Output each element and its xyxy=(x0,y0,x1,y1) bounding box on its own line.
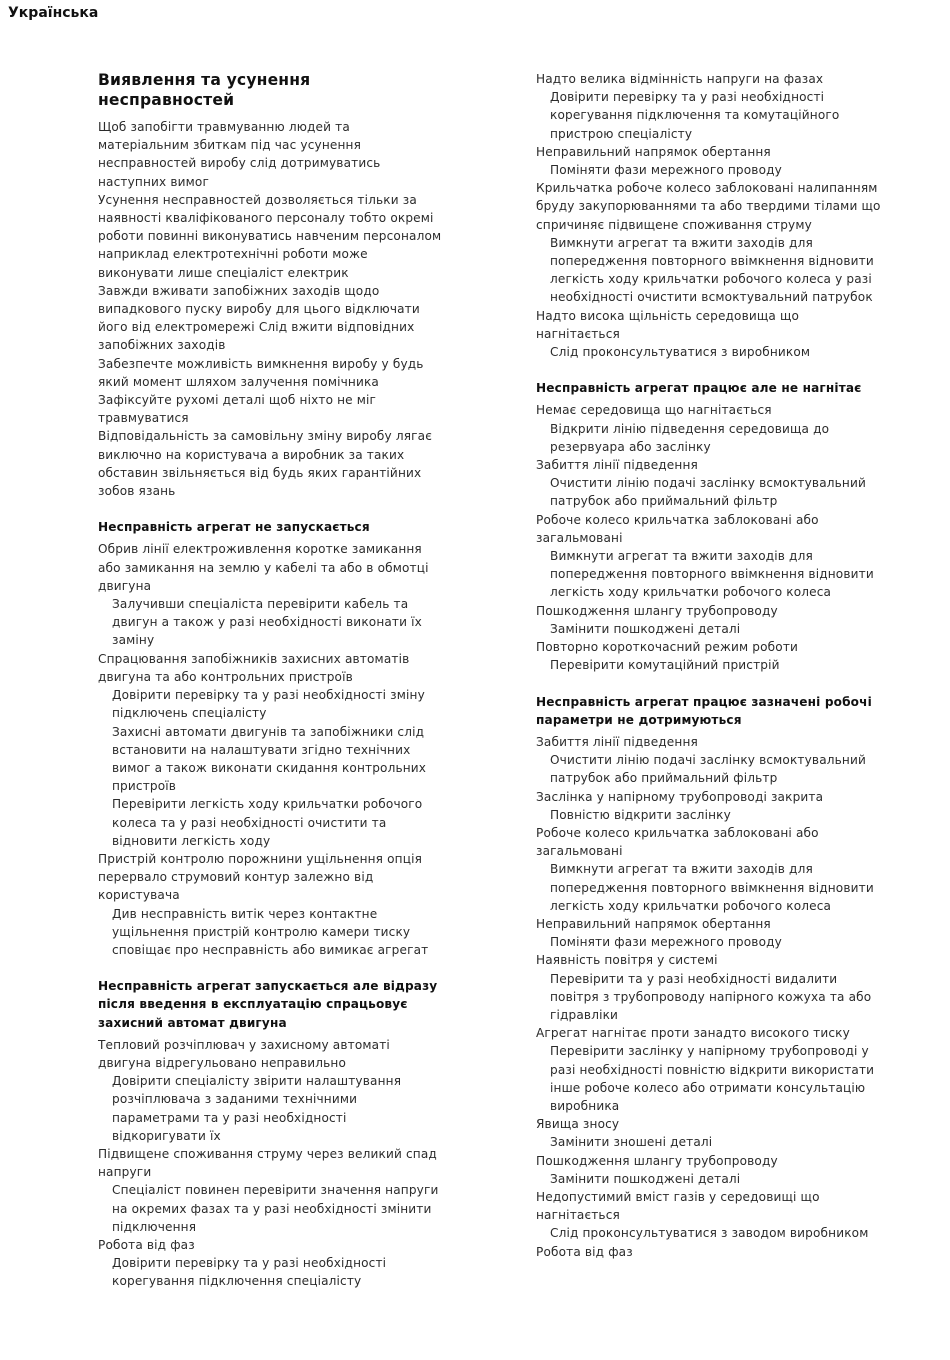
fault-heading: Несправність агрегат не запускається xyxy=(98,520,370,535)
remedy-text: Очистити лінію подачі заслінку всмоктувальний патрубок або приймальний фільтр xyxy=(550,753,867,786)
remedy-text: Залучивши спеціаліста перевірити кабель та двигун а також у разі необхідності виконати їх заміну xyxy=(112,597,422,648)
cause-text: Надто велика відмінність напруги на фазах xyxy=(536,72,824,86)
cause-text: Спрацювання запобіжників захисних автоматів двигуна та або контрольних пристроїв xyxy=(98,651,410,684)
remedy-text: Захисні автомати двигунів та запобіжники слід встановити на налаштувати згідно технічних вимог а також виконати скидання контрольних пристроїв xyxy=(112,724,427,794)
section-title: Виявлення та усунення несправностей xyxy=(98,71,311,109)
cause-text: Неправильний напрямок обертання xyxy=(536,144,771,159)
remedy-text: Перевірити та у разі необхідності видалити повітря з трубопроводу напірного кожуха та або гідравліки xyxy=(550,971,872,1022)
cause-text: Заслінка у напірному трубопроводі закрита xyxy=(536,789,824,804)
remedy-text: Довірити перевірку та у разі необхідності зміну підключень спеціалісту xyxy=(112,688,425,721)
cause-text: Наявність повітря у системі xyxy=(536,953,718,968)
cause-text: Забиття лінії підведення xyxy=(536,734,698,749)
remedy-text: Перевірити комутаційний пристрій xyxy=(550,658,780,673)
cause-text: Забиття лінії підведення xyxy=(536,458,698,473)
cause-text: Явища зносу xyxy=(536,1117,620,1132)
cause-text: Немає середовища що нагнітається xyxy=(536,403,772,418)
remedy-text: Слід проконсультуватися з заводом виробником xyxy=(550,1226,869,1241)
remedy-text: Див несправність витік через контактне ущільнення пристрій контролю камери тиску сповіщає про несправність або вимикає агрегат xyxy=(112,906,429,957)
remedy-text: Вимкнути агрегат та вжити заходів для попередження повторного ввімкнення відновити легкість ходу крильчатки робочого колеса xyxy=(550,862,874,913)
remedy-text: Відкрити лінію підведення середовища до резервуара або заслінку xyxy=(550,421,830,454)
cause-text: Робоче колесо крильчатка заблоковані або загальмовані xyxy=(536,825,819,859)
cause-text: Тепловий розчіплювач у захисному автоматі двигуна відрегульовано неправильно xyxy=(98,1037,390,1070)
cause-text: Надто висока щільність середовища що нагнітається xyxy=(536,308,800,341)
remedy-text: Спеціаліст повинен перевірити значення напруги на окремих фазах та у разі необхідності змінити підключення xyxy=(112,1183,439,1234)
cause-text: Крильчатка робоче колесо заблоковані налипанням бруду закупорюваннями та або твердими тілами що спричиняє підвищене споживання струму xyxy=(536,181,881,232)
remedy-text: Вимкнути агрегат та вжити заходів для попередження повторного ввімкнення відновити легкість ходу крильчатки робочого колеса у разі необхідності очистити всмоктувальний патрубок xyxy=(550,235,874,305)
cause-text: Завжди вживати запобіжних заходів щодо випадкового пуску виробу для цього відключати його від електромережі Слід вжити відповідних запобіжних заходів xyxy=(98,283,420,353)
cause-text: Робоче колесо крильчатка заблоковані або загальмовані xyxy=(536,512,819,545)
remedy-text: Замінити пошкоджені деталі xyxy=(550,621,741,636)
cause-text: Щоб запобігти травмуванню людей та матеріальним збиткам під час усунення несправностей виробу слід дотримуватись наступних вимог xyxy=(98,120,381,189)
cause-text: Робота від фаз xyxy=(536,1244,633,1259)
cause-text: Відповідальність за самовільну зміну виробу лягає виключно на користувача а виробник за таких обставин звільняється від будь яких гарантійних зобов язань xyxy=(98,429,432,499)
cause-text: Зафіксуйте рухомі деталі щоб ніхто не міг травмуватися xyxy=(98,393,377,426)
remedy-text: Перевірити легкість ходу крильчатки робочого колеса та у разі необхідності очистити та відновити легкість ходу xyxy=(112,797,423,848)
remedy-text: Замінити зношені деталі xyxy=(550,1135,713,1150)
cause-text: Пошкодження шлангу трубопроводу xyxy=(536,603,778,618)
remedy-text: Очистити лінію подачі заслінку всмоктувальний патрубок або приймальний фільтр xyxy=(550,476,867,509)
cause-text: Недопустимий вміст газів у середовищі що нагнітається xyxy=(536,1189,820,1223)
remedy-text: Перевірити заслінку у напірному трубопроводі у разі необхідності повністю відкрити використати інше робоче колесо або отримати консультацію виробника xyxy=(550,1044,875,1113)
remedy-text: Замінити пошкоджені деталі xyxy=(550,1171,741,1186)
remedy-text: Довірити спеціалісту звірити налаштування розчіплювача з заданими технічними параметрами та у разі необхідності відкоригувати їх xyxy=(112,1074,402,1143)
cause-text: Пристрій контролю порожнини ущільнення опція перервало струмовий контур залежно від користувача xyxy=(98,851,423,903)
remedy-text: Повністю відкрити заслінку xyxy=(550,807,731,822)
cause-text: Підвищене споживання струму через великий спад напруги xyxy=(98,1146,437,1180)
fault-heading: Несправність агрегат працює але не нагнітає xyxy=(536,381,862,396)
right-column xyxy=(536,70,881,1261)
remedy-text: Вимкнути агрегат та вжити заходів для попередження повторного ввімкнення відновити легкість ходу крильчатки робочого колеса xyxy=(550,549,874,600)
cause-text: Неправильний напрямок обертання xyxy=(536,916,771,931)
left-column xyxy=(98,70,443,1291)
cause-text: Обрив лінії електроживлення коротке замикання або замикання на землю у кабелі та або в обмотці двигуна xyxy=(98,542,429,593)
remedy-text: Поміняти фази мережного проводу xyxy=(550,935,782,950)
language-label: Українська xyxy=(8,5,99,21)
cause-text: Усунення несправностей дозволяється тільки за наявності кваліфікованого персоналу тобто окремі роботи повинні виконуватись навченим персоналом наприклад електротехнічні роботи може виконувати лише спеціаліст електрик xyxy=(98,192,442,280)
remedy-text: Довірити перевірку та у разі необхідності корегування підключення спеціалісту xyxy=(112,1256,387,1289)
remedy-text: Слід проконсультуватися з виробником xyxy=(550,345,811,360)
fault-heading: Несправність агрегат запускається але відразу після введення в експлуатацію спрацьовує захисний автомат двигуна xyxy=(98,979,438,1030)
cause-text: Агрегат нагнітає проти занадто високого тиску xyxy=(536,1026,850,1041)
remedy-text: Поміняти фази мережного проводу xyxy=(550,163,782,178)
cause-text: Забезпечте можливість вимкнення виробу у будь який момент шляхом залучення помічника xyxy=(98,356,424,389)
cause-text: Пошкодження шлангу трубопроводу xyxy=(536,1153,778,1168)
remedy-text: Довірити перевірку та у разі необхідності корегування підключення та комутаційного пристрою спеціалісту xyxy=(550,90,840,141)
cause-text: Робота від фаз xyxy=(98,1237,195,1252)
fault-heading: Несправність агрегат працює зазначені робочі параметри не дотримуються xyxy=(536,694,872,727)
cause-text: Повторно короткочасний режим роботи xyxy=(536,640,799,655)
